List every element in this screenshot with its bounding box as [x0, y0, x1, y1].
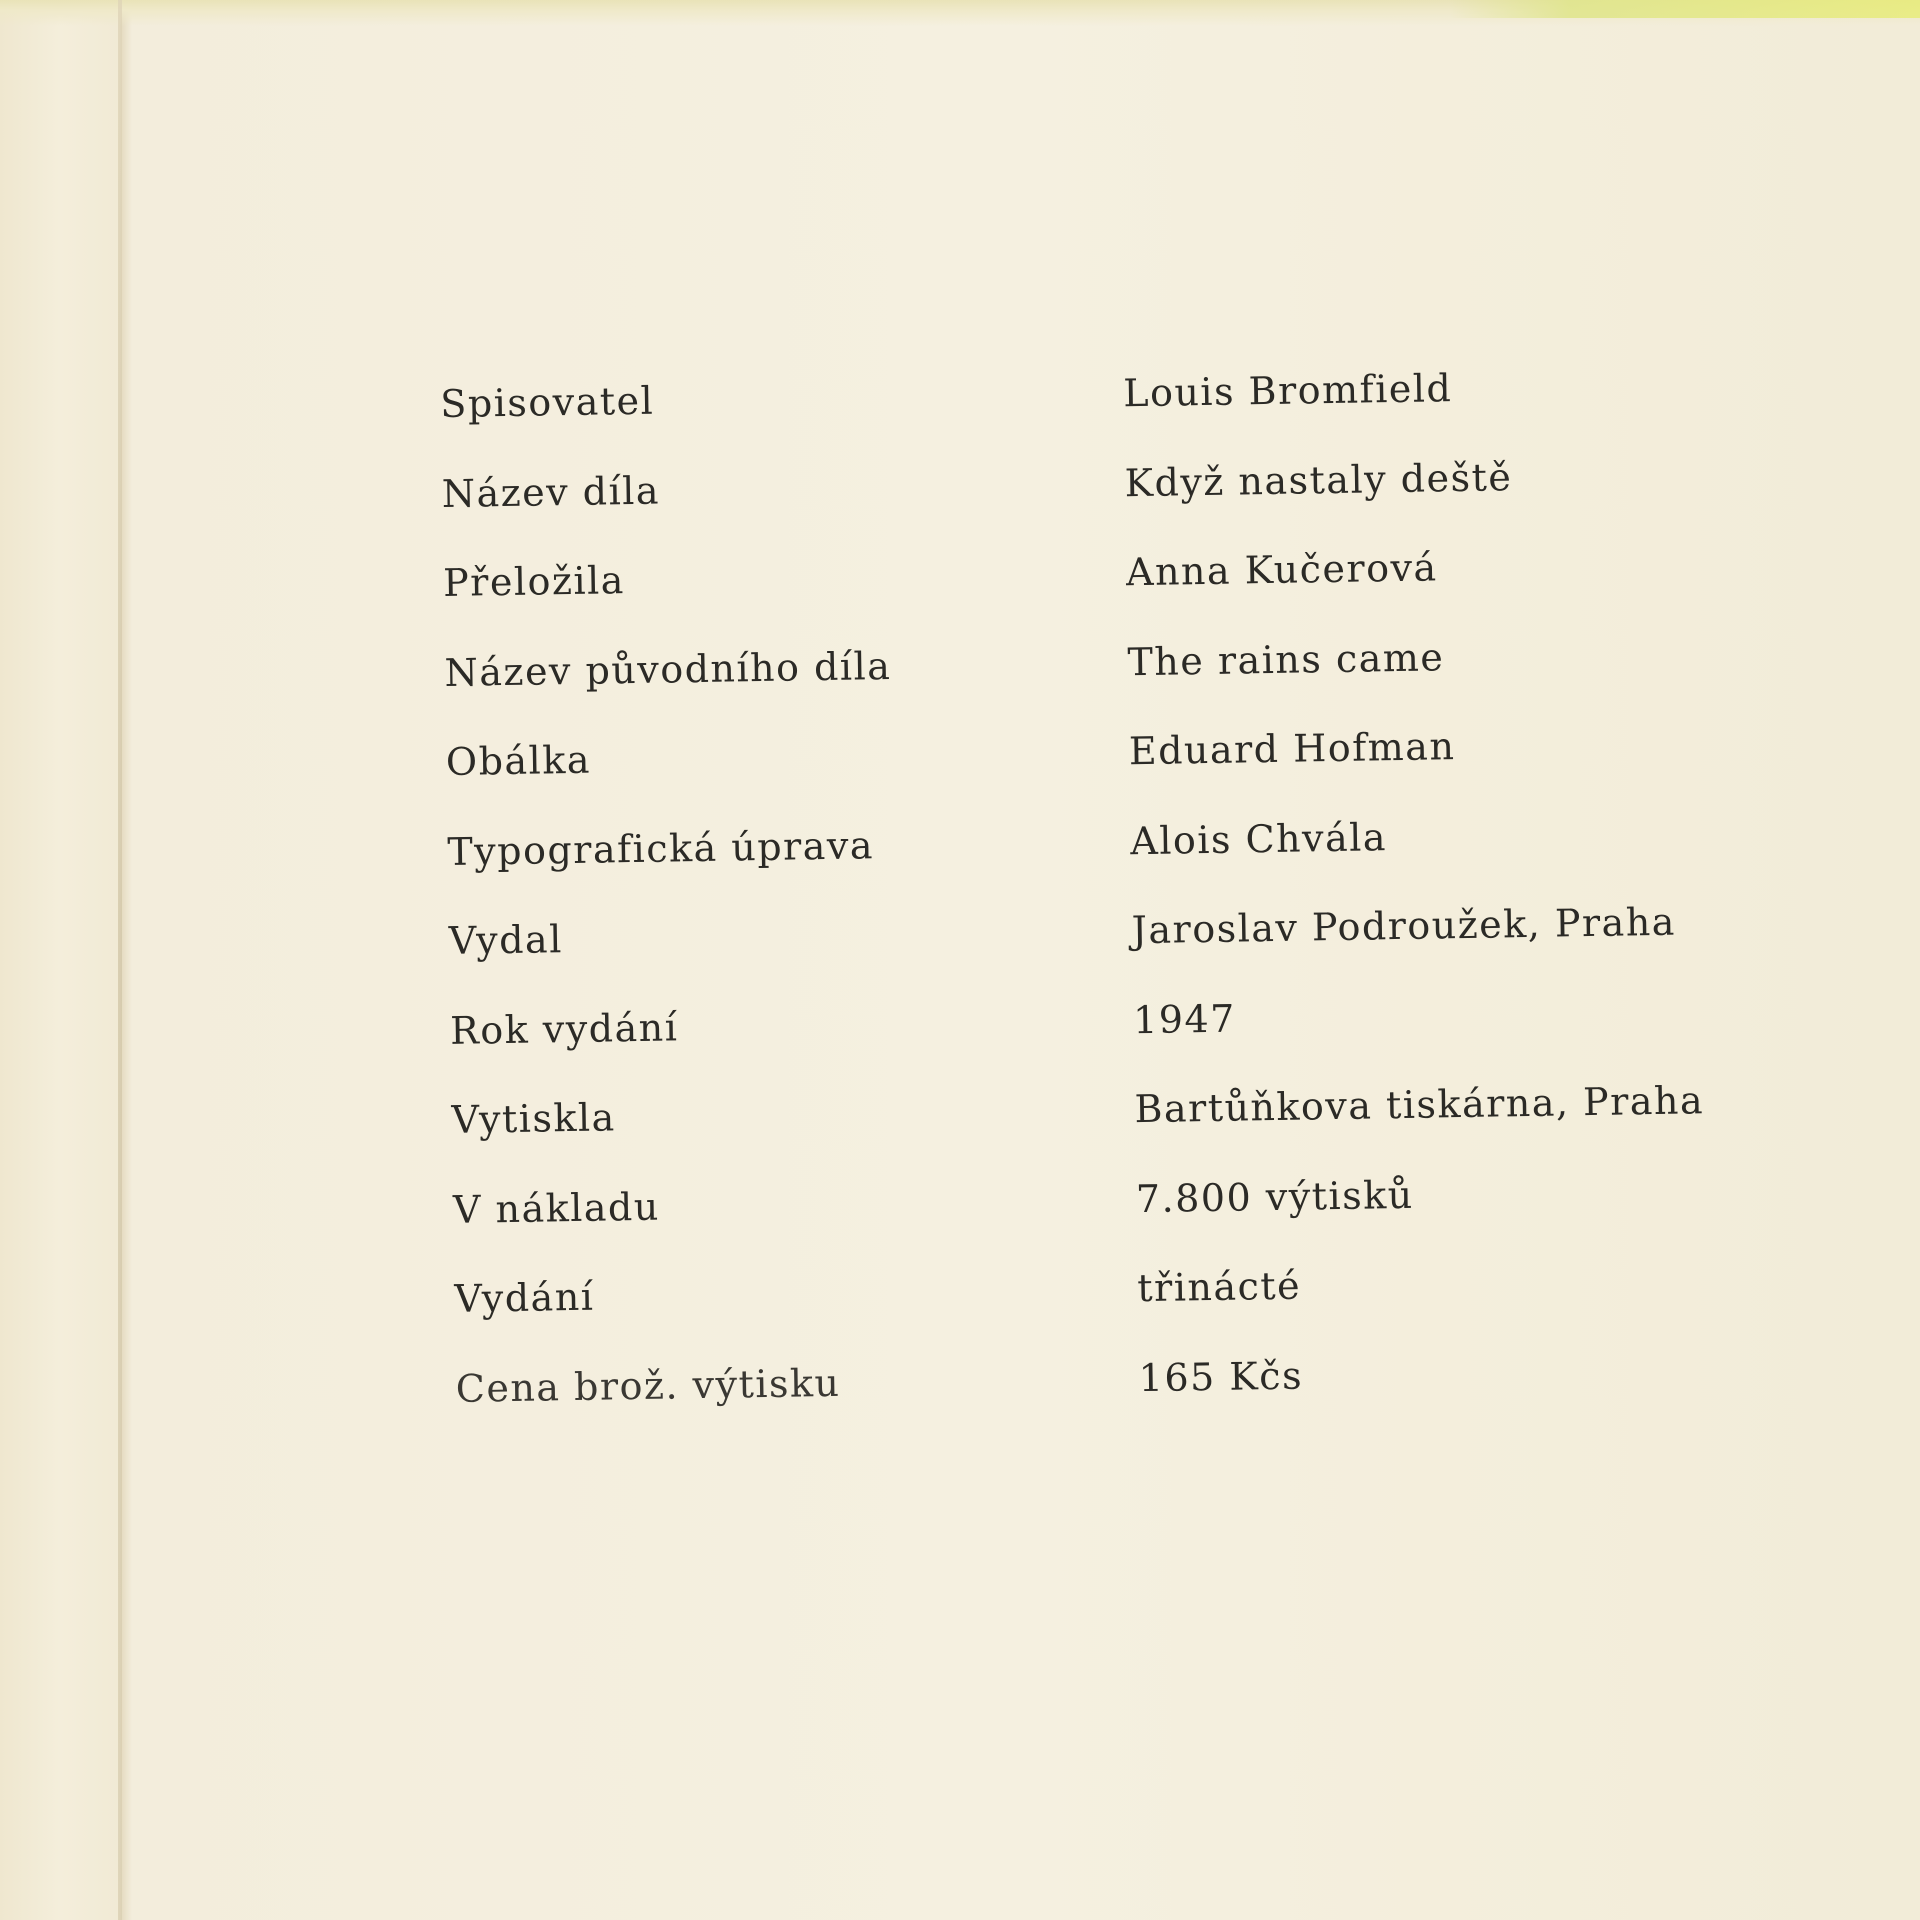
- row-value: třinácté: [1136, 1263, 1302, 1311]
- row-value: The rains came: [1127, 634, 1445, 684]
- row-label: Vydání: [454, 1274, 595, 1321]
- row-value: Alois Chvála: [1129, 814, 1388, 863]
- row-label: V nákladu: [452, 1184, 661, 1232]
- row-label: Typografická úprava: [447, 822, 875, 874]
- colophon-page: [124, 12, 1920, 1920]
- row-value: Jaroslav Podroužek, Praha: [1131, 899, 1677, 953]
- row-label: Cena brož. výtisku: [455, 1360, 841, 1411]
- colophon-table: [440, 360, 1837, 1446]
- row-label: Obálka: [445, 737, 592, 784]
- row-value: Bartůňkova tiskárna, Praha: [1134, 1078, 1705, 1132]
- row-value: 1947: [1132, 996, 1237, 1042]
- row-value: 165 Kčs: [1138, 1353, 1304, 1400]
- row-label: Rok vydání: [449, 1004, 679, 1053]
- row-value: Anna Kučerová: [1125, 545, 1438, 595]
- row-label: Přeložila: [442, 558, 626, 605]
- row-value: Louis Bromfield: [1122, 366, 1453, 416]
- row-value: Eduard Hofman: [1128, 724, 1456, 774]
- row-label: Název díla: [441, 468, 661, 516]
- row-value: 7.800 výtisků: [1135, 1172, 1414, 1221]
- row-label: Vydal: [448, 917, 564, 963]
- row-label: Spisovatel: [440, 378, 655, 426]
- row-value: Když nastaly deště: [1124, 454, 1513, 505]
- page-gutter: [118, 0, 122, 1920]
- row-label: Název původního díla: [444, 643, 892, 695]
- row-label: Vytiskla: [451, 1095, 617, 1142]
